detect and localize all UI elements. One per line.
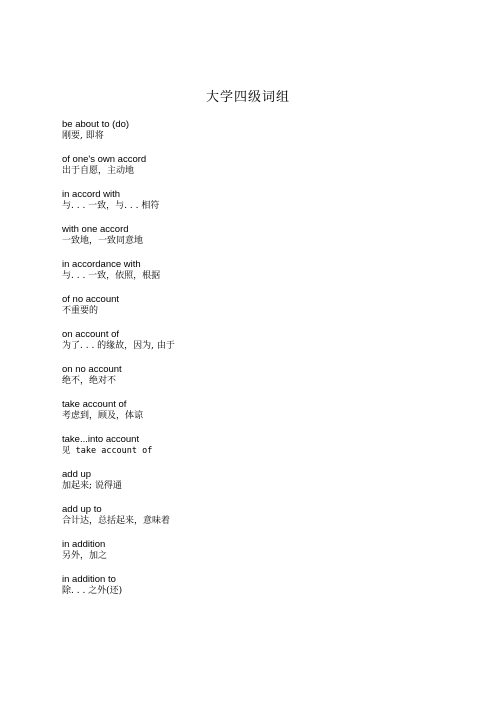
phrase-entry — [62, 399, 442, 434]
phrase-meaning: 另外，加之 — [62, 551, 108, 561]
phrase-text: of no account — [62, 294, 120, 305]
phrase-entry — [62, 539, 442, 574]
phrase-meaning: 与. . . 一致，与. . . 相符 — [62, 201, 160, 211]
phrase-meaning: 刚要, 即将 — [62, 131, 104, 141]
phrase-meaning: 一致地，一致同意地 — [62, 236, 144, 246]
phrase-meaning: 除. . . 之外(还) — [62, 586, 123, 596]
phrase-meaning: 考虑到，顾及，体谅 — [62, 411, 144, 421]
phrase-meaning: 与. . . 一致，依照，根据 — [62, 271, 161, 281]
phrase-entry — [62, 259, 442, 294]
phrase-entry — [62, 574, 442, 609]
phrase-entry — [62, 504, 442, 539]
phrase-text: in addition to — [62, 574, 116, 585]
phrase-meaning: 绝不，绝对不 — [62, 376, 117, 386]
phrase-text: be about to (do) — [62, 119, 130, 130]
phrase-text: on no account — [62, 364, 122, 375]
phrase-text: add up to — [62, 504, 102, 515]
phrase-meaning: 合计达，总括起来，意味着 — [62, 516, 171, 526]
phrase-entry — [62, 224, 442, 259]
phrase-meaning: 加起来; 说得通 — [62, 481, 122, 491]
phrase-entry — [62, 364, 442, 399]
phrase-text: in addition — [62, 539, 106, 550]
phrase-meaning: 不重要的 — [62, 306, 99, 316]
phrase-text: take account of — [62, 399, 127, 410]
phrase-entry — [62, 294, 442, 329]
phrase-entry — [62, 434, 442, 469]
phrase-text: in accord with — [62, 189, 121, 200]
phrase-text: in accordance with — [62, 259, 141, 270]
phrase-entry — [62, 329, 442, 364]
document-title: 大学四级词组 — [205, 90, 290, 105]
phrase-entry — [62, 154, 442, 189]
phrase-entry — [62, 119, 442, 154]
phrase-list — [62, 119, 442, 609]
phrase-meaning: 出于自愿，主动地 — [62, 166, 135, 176]
phrase-text: of one's own accord — [62, 154, 147, 165]
phrase-meaning: 见 take account of — [62, 446, 153, 456]
phrase-entry — [62, 189, 442, 224]
phrase-text: add up — [62, 469, 92, 480]
phrase-text: on account of — [62, 329, 120, 340]
phrase-entry — [62, 469, 442, 504]
phrase-text: take...into account — [62, 434, 140, 445]
phrase-meaning: 为了. . . 的缘故，因为, 由于 — [62, 341, 175, 351]
phrase-text: with one accord — [62, 224, 129, 235]
